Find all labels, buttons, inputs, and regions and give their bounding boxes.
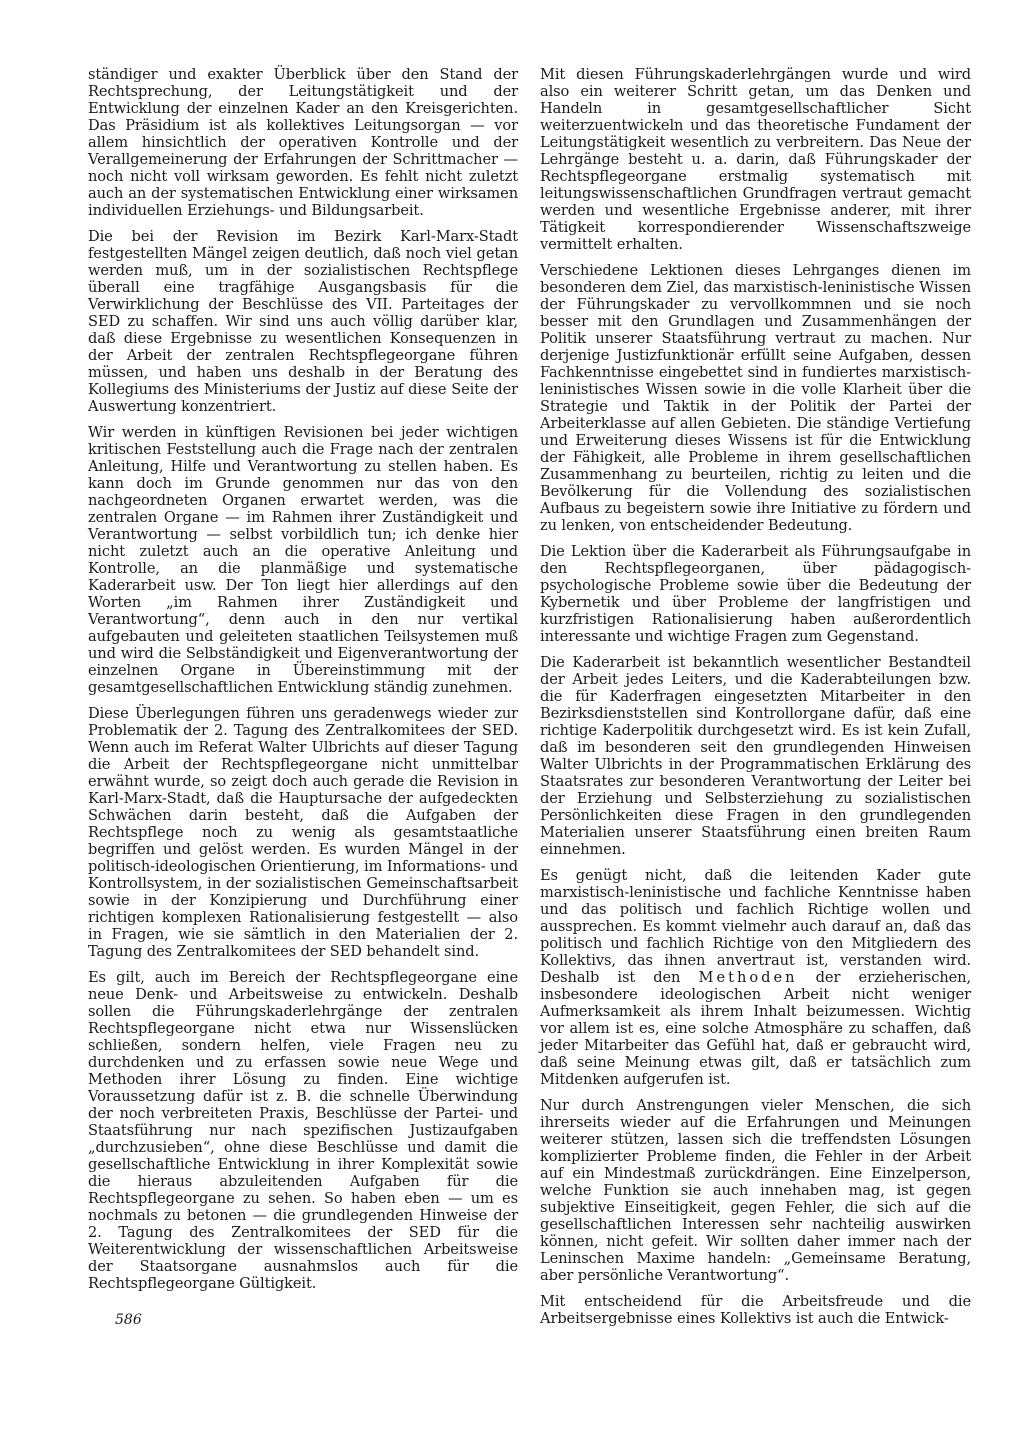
right-column	[540, 66, 971, 1336]
paragraph-text: Es genügt nicht, daß die leitenden Kader gute marxistisch-leninistische und fachliche Kenntnisse haben und das politisch und fachlich Richtige wollen und aussprechen. Es kommt vielmehr auch darauf an, daß das politisch und fachlich Richtige von den Mitgliedern des Kollektivs, das ihnen anvertraut ist, verstanden wird. Deshalb ist den	[540, 867, 971, 986]
paragraph: Mit entscheidend für die Arbeitsfreude und die Arbeitsergebnisse eines Kollektivs ist auch die Entwick-	[540, 1293, 971, 1327]
paragraph: Mit diesen Führungskaderlehrgängen wurde und wird also ein weiterer Schritt getan, um das Denken und Handeln in gesamtgesellschaftlicher Sicht weiterzuentwickeln und das theoretische Fundament der Leitungstätigkeit wesentlich zu verbreitern. Das Neue der Lehrgänge besteht u. a. darin, daß Führungskader der Rechtspflegeorgane erstmalig systematisch mit leitungswissenschaftlichen Grundfragen vertraut gemacht werden und wesentliche Ergebnisse anderer, mit ihrer Tätigkeit korrespondierender Wissenschaftszweige vermittelt erhalten.	[540, 66, 971, 253]
paragraph: Diese Überlegungen führen uns geradenwegs wieder zur Problematik der 2. Tagung des Zentralkomitees der SED. Wenn auch im Referat Walter Ulbrichts auf dieser Tagung die Arbeit der Rechtspflegeorgane nicht unmittelbar erwähnt wurde, so zeigt doch auch gerade die Revision in Karl-Marx-Stadt, daß die Hauptursache der aufgedeckten Schwächen darin besteht, daß die Aufgaben der Rechtspflege noch zu wenig als gesamtstaatliche begriffen und gelöst werden. Es wurden Mängel in der politisch-ideologischen Orientierung, im Informations- und Kontrollsystem, in der sozialistischen Gemeinschaftsarbeit sowie in der Konzipierung und Durchführung einer richtigen komplexen Rationalisierung festgestellt — also in Fragen, wie sie sämtlich in den Materialien der 2. Tagung des Zentralkomitees der SED behandelt sind.	[88, 705, 518, 960]
paragraph: ständiger und exakter Überblick über den Stand der Rechtsprechung, der Leitungstätigkeit und der Entwicklung der einzelnen Kader an den Kreisgerichten. Das Präsidium ist als kollektives Leitungsorgan — vor allem hinsichtlich der operativen Kontrolle und der Verallgemeinerung der Erfahrungen der Schrittmacher — noch nicht voll wirksam geworden. Es fehlt nicht zuletzt auch an der systematischen Entwicklung einer wirksamen individuellen Erziehungs- und Bildungsarbeit.	[88, 66, 518, 219]
paragraph	[540, 867, 971, 1088]
paragraph: Die Kaderarbeit ist bekanntlich wesentlicher Bestandteil der Arbeit jedes Leiters, und die Kaderabteilungen bzw. die für Kaderfragen eingesetzten Mitarbeiter in den Bezirksdienststellen sind Kontrollorgane dafür, daß eine richtige Kaderpolitik durchgesetzt wird. Es ist kein Zufall, daß im besonderen seit den grundlegenden Hinweisen Walter Ulbrichts in der Programmatischen Erklärung des Staatsrates zur besonderen Verantwortung der Leiter bei der Erziehung und Selbsterziehung zu sozialistischen Persönlichkeiten diese Fragen in den grundlegenden Materialien unserer Staatsführung einen breiten Raum einnehmen.	[540, 654, 971, 858]
left-column	[88, 66, 518, 1301]
paragraph: Verschiedene Lektionen dieses Lehrganges dienen im besonderen dem Ziel, das marxistisch-leninistische Wissen der Führungskader zu vervollkommnen und sie noch besser mit den Grundlagen und Zusammenhängen der Politik unserer Staatsführung vertraut zu machen. Nur derjenige Justizfunktionär erfüllt seine Aufgaben, dessen Fachkenntnisse eingebettet sind in fundiertes marxistisch-leninistisches Wissen sowie in die volle Klarheit über die Strategie und Taktik in der Politik der Partei der Arbeiterklasse auf allen Gebieten. Die ständige Vertiefung und Erweiterung dieses Wissens ist für die Entwicklung der Fähigkeit, alle Probleme in ihrem gesellschaftlichen Zusammenhang zu beurteilen, richtig zu leiten und die Bevölkerung für die Vollendung des sozialistischen Aufbaus zu begeistern sowie ihre Initiative zu fördern und zu lenken, von entscheidender Bedeutung.	[540, 262, 971, 534]
paragraph-text: der erzieherischen, insbesondere ideologischen Arbeit nicht weniger Aufmerksamkeit als ihrem Inhalt beizumessen. Wichtig vor allem ist es, eine solche Atmosphäre zu schaffen, daß jeder Mitarbeiter das Gefühl hat, daß er gebraucht wird, daß seine Meinung etwas gilt, daß er tatsächlich zum Mitdenken aufgerufen ist.	[540, 969, 971, 1088]
document-page	[80, 66, 971, 1366]
paragraph: Die Lektion über die Kaderarbeit als Führungsaufgabe in den Rechtspflegeorganen, über pädagogisch-psychologische Probleme sowie über die Bedeutung der Kybernetik und über Probleme der langfristigen und kurzfristigen Rationalisierung haben außerordentlich interessante und wichtige Fragen zum Gegenstand.	[540, 543, 971, 645]
emphasized-word: Methoden	[698, 969, 798, 986]
paragraph: Nur durch Anstrengungen vieler Menschen, die sich ihrerseits wieder auf die Erfahrungen und Meinungen weiterer stützen, lassen sich die treffendsten Lösungen komplizierter Probleme finden, die Fehler in der Arbeit auf ein Mindestmaß zurückdrängen. Eine Einzelperson, welche Funktion sie auch innehaben mag, ist gegen subjektive Einseitigkeit, gegen Fehler, die sich auf die gesellschaftlichen Interessen sehr nachteilig auswirken können, nicht gefeit. Wir sollten daher immer nach der Leninschen Maxime handeln: „Gemeinsame Beratung, aber persönliche Verantwortung“.	[540, 1097, 971, 1284]
page-number: 586	[115, 1312, 142, 1328]
paragraph: Es gilt, auch im Bereich der Rechtspflegeorgane eine neue Denk- und Arbeitsweise zu entwickeln. Deshalb sollen die Führungskaderlehrgänge der zentralen Rechtspflegeorgane nicht etwa nur Wissenslücken schließen, sondern helfen, viele Fragen neu zu durchdenken und zu erfassen sowie neue Wege und Methoden ihrer Lösung zu finden. Eine wichtige Voraussetzung dafür ist z. B. die schnelle Überwindung der noch verbreiteten Praxis, Beschlüsse der Partei- und Staatsführung nur nach spezifischen Justizaufgaben „durchzusieben“, ohne diese Beschlüsse und damit die gesellschaftliche Entwicklung in ihrer Komplexität sowie die hieraus abzuleitenden Aufgaben für die Rechtspflegeorgane zu sehen. So haben eben — um es nochmals zu betonen — die grundlegenden Hinweise der 2. Tagung des Zentralkomitees der SED für die Weiterentwicklung der wissenschaftlichen Arbeitsweise der Staatsorgane ausnahmslos auch für die Rechtspflegeorgane Gültigkeit.	[88, 969, 518, 1292]
paragraph: Die bei der Revision im Bezirk Karl-Marx-Stadt festgestellten Mängel zeigen deutlich, daß noch viel getan werden muß, um in der sozialistischen Rechtspflege überall eine tragfähige Ausgangsbasis für die Verwirklichung der Beschlüsse des VII. Parteitages der SED zu schaffen. Wir sind uns auch völlig darüber klar, daß diese Ergebnisse zu wesentlichen Konsequenzen in der Arbeit der zentralen Rechtspflegeorgane führen müssen, und haben uns deshalb in der Beratung des Kollegiums des Ministeriums der Justiz auf diese Seite der Auswertung konzentriert.	[88, 228, 518, 415]
paragraph: Wir werden in künftigen Revisionen bei jeder wichtigen kritischen Feststellung auch die Frage nach der zentralen Anleitung, Hilfe und Verantwortung zu stellen haben. Es kann doch im Grunde genommen nur das von den nachgeordneten Organen erwartet werden, was die zentralen Organe — im Rahmen ihrer Zuständigkeit und Verantwortung — selbst vorbildlich tun; ich denke hier nicht zuletzt auch an die operative Anleitung und Kontrolle, an die planmäßige und systematische Kaderarbeit usw. Der Ton liegt hier allerdings auf den Worten „im Rahmen ihrer Zuständigkeit und Verantwortung“, denn auch in den nur vertikal aufgebauten und geleiteten staatlichen Teilsystemen muß und wird die Selbständigkeit und Eigenverantwortung der einzelnen Organe in Übereinstimmung mit der gesamtgesellschaftlichen Entwicklung ständig zunehmen.	[88, 424, 518, 696]
